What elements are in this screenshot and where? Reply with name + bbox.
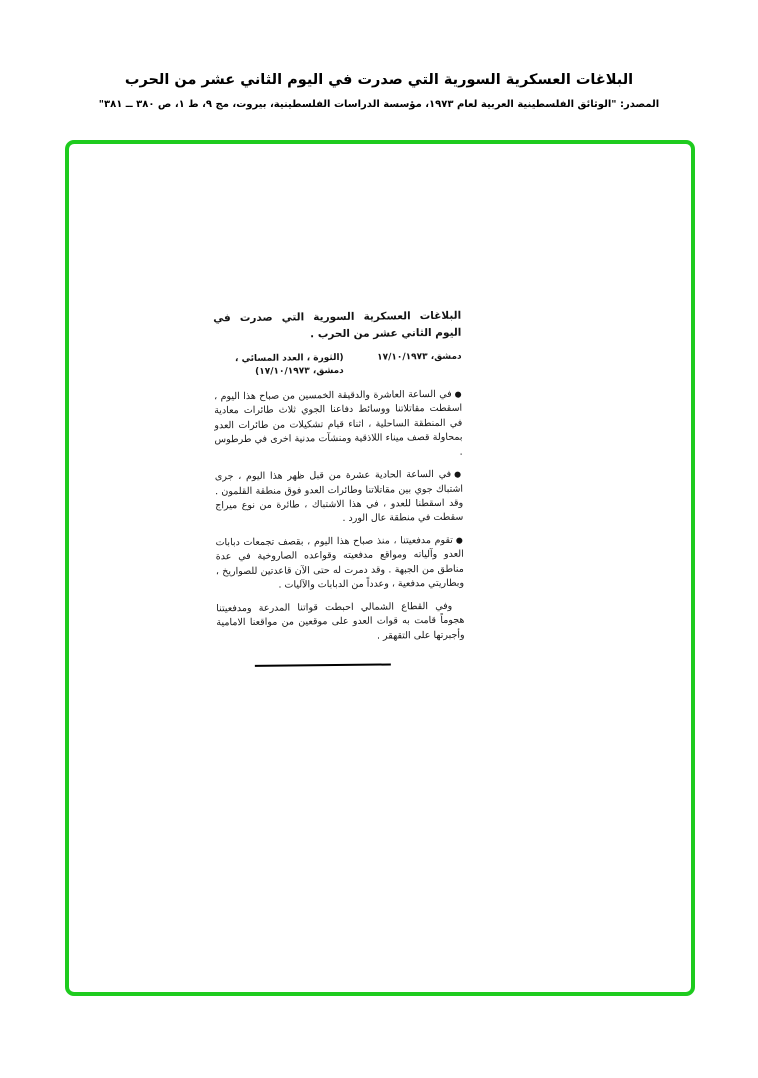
paragraph-text: تقوم مدفعيتنا ، منذ صباح هذا اليوم ، بقصف تجمعات دبابات العدو وآلياته ومواقع مدفعيته وقواعده الصاروخية في عدة مناطق من الجبهة . وقد دمرت له حتى الآن قاعدتين للصواريخ ، وبطاريتي مدفعية ، وعدداً من الدبابات والآليات . [215, 534, 465, 591]
scanned-document [213, 308, 465, 668]
bullet-icon: ● [454, 469, 463, 479]
page-title: البلاغات العسكرية السورية التي صدرت في اليوم الثاني عشر من الحرب [124, 72, 634, 88]
dateline: دمشق، ١٧/١٠/١٩٧٣ [377, 351, 462, 363]
page-header [0, 72, 758, 110]
separator-line [255, 663, 391, 666]
publication-citation: (الثورة ، العدد المسائي ، دمشق، ١٧/١٠/١٩٧٣) [234, 352, 344, 378]
paragraph-text: في الساعة العاشرة والدقيقة الخمسين من صباح هذا اليوم ، اسقطت مقاتلاتنا ووسائط دفاعنا الجوي ثلاث طائرات معادية في المنطقة الساحلية ، اثناء قيام تشكيلات من طائرات العدو بمحاولة قصف ميناء اللاذقية ومنشآت مدنية اخرى في طرطوس . [213, 388, 463, 458]
paragraph-text: وفي القطاع الشمالي احبطت قواتنا المدرعة ومدفعيتنا هجوماً قامت به قوات العدو على موقعين من مواقعنا الامامية وأجبرتها على التقهقر . [216, 600, 465, 642]
document-title: البلاغات العسكرية السورية التي صدرت في اليوم الثاني عشر من الحرب . [213, 309, 462, 341]
paragraph [214, 388, 463, 463]
document-frame [65, 140, 695, 996]
paragraph [216, 534, 465, 594]
paragraph-text: في الساعة الحادية عشرة من قبل ظهر هذا اليوم ، جرى اشتباك جوي بين مقاتلاتنا وطائرات العدو فوق منطقة القلمون . وقد اسقطنا للعدو ، في هذا الاشتباك ، طائرة من نوع ميراج سقطت في منطقة عال الورد . [214, 468, 464, 525]
bullet-icon: ● [454, 389, 463, 399]
bullet-icon: ● [455, 535, 464, 545]
dateline-row [214, 350, 462, 380]
source-citation: المصدر: "الوثائق الفلسطينية العربية لعام ١٩٧٣، مؤسسة الدراسات الفلسطينية، بيروت، مج ٩، ط ١، ص ٣٨٠ ــ ٣٨١" [98, 99, 660, 110]
paragraph [216, 599, 464, 645]
paragraph [215, 468, 464, 528]
